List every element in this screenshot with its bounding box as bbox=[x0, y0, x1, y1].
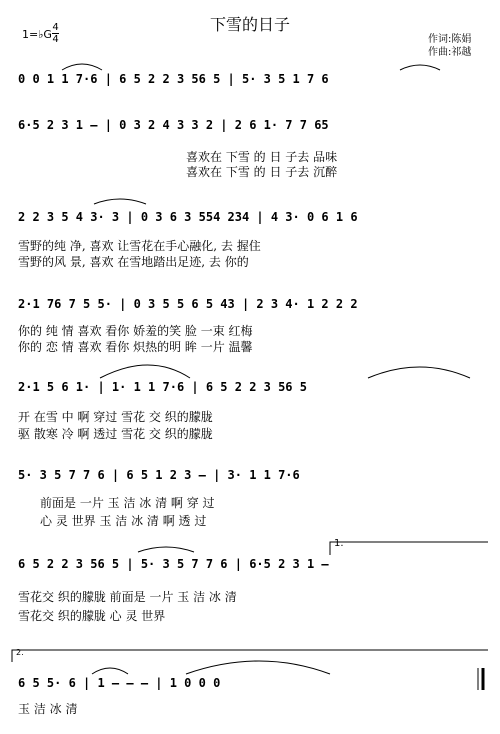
time-top: 4 bbox=[52, 22, 59, 33]
lyric-5-verse-2: 驱 散寒 冷 啊 透过 雪花 交 织的朦胧 bbox=[18, 427, 213, 441]
lyric-4-verse-2: 你的 恋 情 喜欢 看你 炽热的明 眸 一片 温馨 bbox=[18, 340, 253, 354]
composer-credit: 作曲:祁越 bbox=[428, 47, 472, 58]
notation-line-3: 2 2 3 5 4 3· 3 | 0 3 6 3 554 234 | 4 3· 0 6 1 6 bbox=[18, 210, 358, 224]
lyric-2-verse-2: 喜欢在 下雪 的 日 子去 沉醉 bbox=[186, 165, 338, 179]
slur-5 bbox=[368, 367, 470, 378]
slur-3 bbox=[94, 199, 146, 204]
volta-1-label: 1. bbox=[334, 538, 344, 549]
lyric-3-verse-1: 雪野的纯 净, 喜欢 让雪花在手心融化, 去 握住 bbox=[18, 239, 261, 253]
slur-2 bbox=[400, 65, 440, 70]
notation-line-8: 6 5 5· 6 | 1 – – – | 1 0 0 0 bbox=[18, 676, 221, 690]
lyric-7-verse-1: 雪花交 织的朦胧 前面是 一片 玉 洁 冰 清 bbox=[18, 590, 237, 604]
key-flat: ♭G bbox=[38, 28, 52, 41]
lyric-7-verse-2: 雪花交 织的朦胧 心 灵 世界 bbox=[18, 609, 166, 623]
notation-line-7: 6 5 2 2 3 56 5 | 5· 3 5 7 7 6 | 6·5 2 3 1 – bbox=[18, 557, 329, 571]
notation-line-1: 0 0 1 1 7·6 | 6 5 2 2 3 56 5 | 5· 3 5 1 7 6 bbox=[18, 72, 329, 86]
slur-6 bbox=[138, 547, 194, 552]
lyric-5-verse-1: 开 在雪 中 啊 穿过 雪花 交 织的朦胧 bbox=[18, 410, 213, 424]
lyric-3-verse-2: 雪野的风 景, 喜欢 在雪地踏出足迹, 去 你的 bbox=[18, 255, 249, 269]
notation-line-6: 5· 3 5 7 7 6 | 6 5 1 2 3 – | 3· 1 1 7·6 bbox=[18, 468, 300, 482]
notation-line-2: 6·5 2 3 1 – | 0 3 2 4 3 3 2 | 2 6 1· 7 7 65 bbox=[18, 118, 329, 132]
slur-4 bbox=[100, 365, 190, 378]
slur-8 bbox=[186, 661, 330, 674]
volta-2-label: 2. bbox=[16, 648, 24, 657]
notation-line-5: 2·1 5 6 1· | 1· 1 1 7·6 | 6 5 2 2 3 56 5 bbox=[18, 380, 307, 394]
lyric-2-verse-1: 喜欢在 下雪 的 日 子去 品味 bbox=[186, 150, 338, 164]
lyric-6-verse-1: 前面是 一片 玉 洁 冰 清 啊 穿 过 bbox=[40, 496, 215, 510]
slur-7 bbox=[92, 668, 128, 674]
volta-1-bracket bbox=[330, 542, 488, 555]
lyric-8-verse-1: 玉 洁 冰 清 bbox=[18, 702, 78, 716]
key-label: 1= bbox=[22, 28, 39, 41]
song-title: 下雪的日子 bbox=[209, 15, 290, 34]
lyric-4-verse-1: 你的 纯 情 喜欢 看你 娇羞的笑 脸 一束 红梅 bbox=[18, 324, 253, 338]
time-bottom: 4 bbox=[52, 34, 59, 45]
notation-line-4: 2·1 76 7 5 5· | 0 3 5 5 6 5 43 | 2 3 4· 1 2 2 2 bbox=[18, 297, 358, 311]
lyric-6-verse-2: 心 灵 世界 玉 洁 冰 清 啊 透 过 bbox=[40, 514, 207, 528]
slur-1 bbox=[62, 64, 102, 70]
volta-2-bracket bbox=[12, 650, 488, 662]
lyricist-credit: 作词:陈娟 bbox=[428, 34, 472, 45]
